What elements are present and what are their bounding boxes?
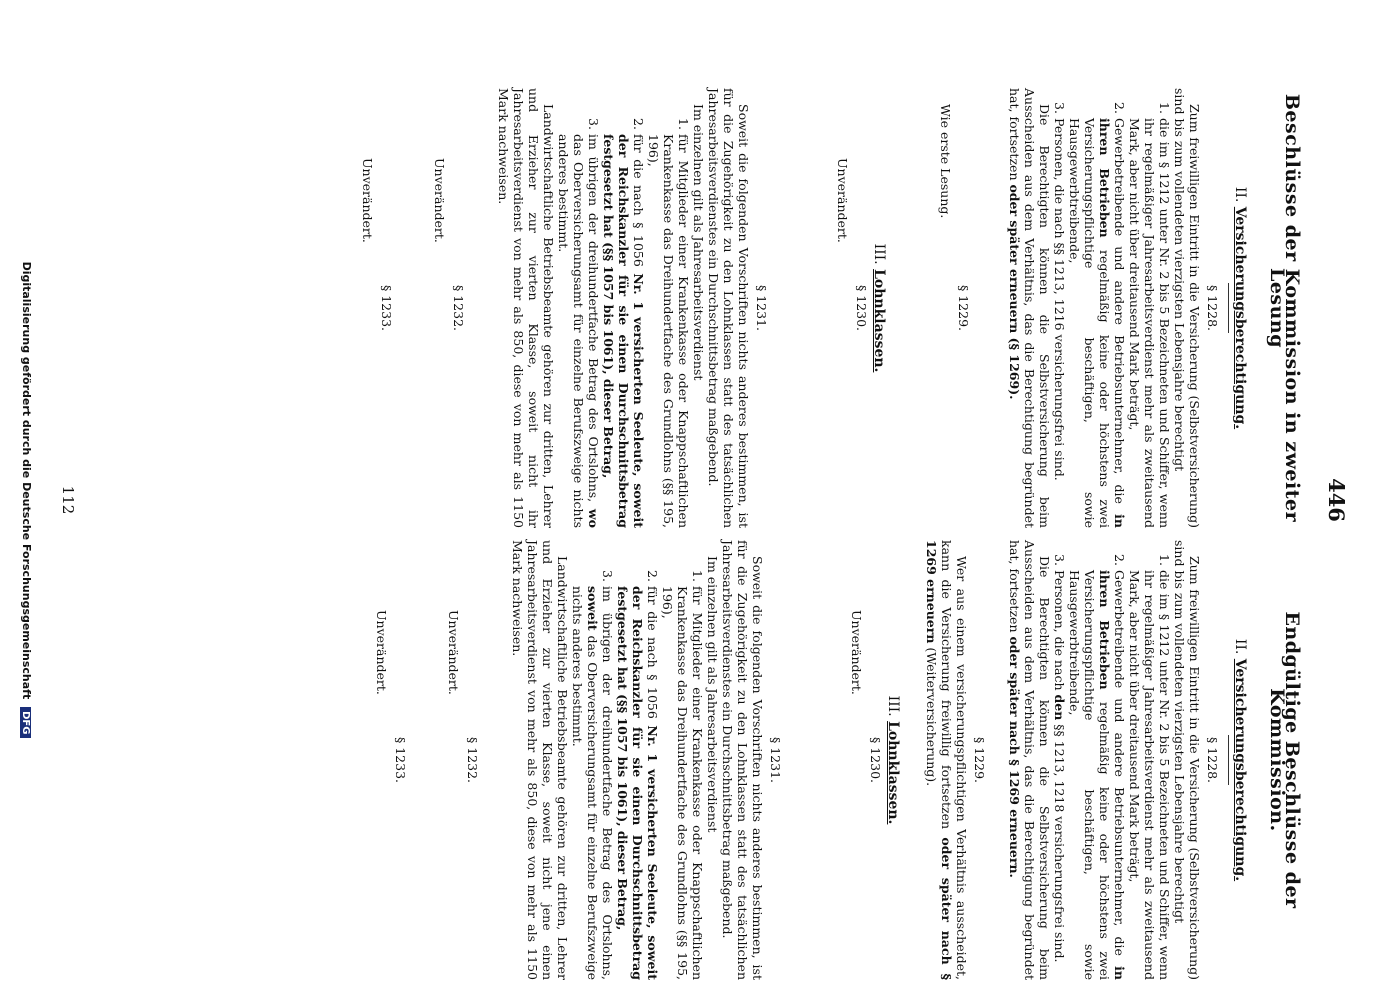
paragraph-number: § 1233.	[393, 736, 408, 783]
paragraph-text: Zum freiwilligen Eintritt in die Versicherung (Selbstversicherung) sind bis zum vollendeten vierzigsten Lebensjahre berechtigt	[1172, 540, 1202, 980]
list-item	[570, 540, 615, 980]
list-text: für die nach § 1056	[645, 586, 660, 726]
list-text-emphasis: in ihren Betrieben	[1097, 570, 1127, 980]
paragraph-number: § 1232.	[451, 284, 466, 331]
paragraph-text: Im einzelnen gilt als Jahresarbeitsverdienst	[691, 104, 706, 381]
section-heading	[1232, 540, 1247, 980]
paragraph-text-part: Wer aus einem versicherungspflichtigen Verhältnis ausscheidet, kann die Versicherung freiwillig fortsetzen	[939, 540, 969, 980]
list-number: 1.	[1157, 102, 1172, 114]
unchanged-note: Unverändert.	[849, 610, 864, 695]
list-number: 3.	[600, 570, 615, 582]
section-heading	[1232, 88, 1247, 528]
list-number: 3.	[586, 118, 601, 130]
unchanged-note: Unverändert.	[432, 158, 447, 243]
page-number: 446	[1324, 478, 1349, 522]
section-number: II.	[1232, 186, 1248, 203]
paragraph-number: § 1229.	[972, 736, 987, 783]
list-text: das Oberversicherungsamt für einzelne Berufszweige nichts anderes bestimmt.	[570, 586, 600, 980]
section-title: Versicherungsberechtigung.	[1232, 206, 1248, 430]
paragraph-number: § 1231.	[768, 736, 783, 783]
unchanged-note: Unverändert.	[360, 158, 375, 243]
list-number: 1.	[690, 570, 705, 582]
paragraph-text	[924, 540, 969, 980]
list-text: für die nach § 1056	[631, 134, 646, 274]
paragraph-text: Im einzelnen gilt als Jahresarbeitsverdienst	[705, 556, 720, 833]
list-text: die im § 1212 unter Nr. 2 bis 5 Bezeichneten und Schiffer, wenn ihr regelmäßiger Jahresarbeitsverdienst mehr als zweitausend Mark, aber nicht über dreitausend Mark beträgt,	[1127, 118, 1172, 528]
column-heading: Endgültige Beschlüsse der Kommission.	[1266, 611, 1303, 909]
section-heading	[885, 540, 900, 980]
paragraph-text: Landwirtschaftliche Betriebsbeamte gehören zur dritten, Lehrer und Erzieher zur vierten Klasse, soweit nicht jene einen Jahresarbeitsverdienst von mehr als 850, diese von mehr als 1150 Mark nachweisen.	[510, 540, 570, 980]
list-text: im übrigen der dreihundertfache Betrag des Ortslohns,	[600, 586, 615, 980]
paragraph-text	[1007, 540, 1052, 980]
list-text: das Oberversicherungsamt für einzelne Berufszweige nichts anderes bestimmt.	[556, 134, 586, 528]
paragraph-text-part: Die Berechtigten können die Selbstversicherung beim Ausscheiden aus dem Verhältnis, das die Berechtigung begründet hat, fortsetzen	[1007, 88, 1052, 528]
dfg-logo: DFG	[20, 707, 31, 738]
paragraph-number: § 1230.	[868, 736, 883, 783]
paragraph-text-part: Die Berechtigten können die Selbstversicherung beim Ausscheiden aus dem Verhältnis, das die Berechtigung begründet hat, fortsetzen	[1007, 540, 1052, 980]
paragraph-number: § 1232.	[465, 736, 480, 783]
paragraph-text: Soweit die folgenden Vorschriften nichts anderes bestimmen, ist für die Zugehörigkeit zu den Lohnklassen statt des tatsächlichen Jahresarbeitsverdienstes ein Durchschnittsbetrag maßgebend.	[706, 88, 751, 528]
divider	[1228, 283, 1229, 333]
list-text-emphasis: soweit	[585, 586, 600, 631]
list-text: regelmäßig keine oder höchstens zwei Versicherungspflichtige beschäftigen, sowie Hausgewerbtreibende,	[1067, 570, 1112, 980]
list-item	[1127, 88, 1172, 528]
paragraph-number: § 1228.	[1205, 284, 1220, 331]
list-text: §§ 1213, 1218 versicherungsfrei sind.	[1052, 720, 1067, 963]
list-text-emphasis: den	[1052, 694, 1067, 721]
list-item	[556, 88, 601, 528]
list-text: Gewerbetreibende und andere Betriebsunternehmer, die	[1112, 570, 1127, 967]
list-number: 1.	[1157, 554, 1172, 566]
list-number: 3.	[1052, 554, 1067, 566]
paragraph-text: Zum freiwilligen Eintritt in die Versicherung (Selbstversicherung) sind bis zum vollendeten vierzigsten Lebensjahre berechtigt	[1172, 88, 1202, 528]
list-item	[1067, 540, 1127, 980]
section-title: Lohnklassen.	[885, 721, 901, 825]
paragraph-text: Wie erste Lesung.	[938, 104, 953, 219]
column-final-resolutions	[374, 540, 1303, 980]
list-text-emphasis: wo	[586, 508, 601, 528]
list-number: 2.	[631, 118, 646, 130]
column-heading: Beschlüsse der Kommission in zweiter Lesung	[1266, 93, 1303, 523]
list-item	[1052, 88, 1067, 528]
column-second-reading	[360, 88, 1303, 528]
list-text: im übrigen der dreihundertfache Betrag des Ortslohns,	[586, 134, 601, 509]
paragraph-number: § 1231.	[754, 284, 769, 331]
list-number: 1.	[676, 118, 691, 130]
paragraph-text: Landwirtschaftliche Betriebsbeamte gehören zur dritten, Lehrer und Erzieher zur vierten Klasse, soweit nicht ihr Jahresarbeitsverdienst von mehr als 850, diese von mehr als 1150 Mark nachweisen.	[496, 88, 556, 528]
footer-page-number: 112	[59, 485, 77, 515]
unchanged-note: Unverändert.	[374, 610, 389, 695]
list-number: 3.	[1052, 102, 1067, 114]
section-number: III.	[885, 695, 901, 717]
list-text: Personen, die nach	[1052, 570, 1067, 695]
list-item	[1052, 540, 1067, 980]
credit-text: Digitalisierung gefördert durch die Deutsche Forschungsgemeinschaft	[20, 261, 33, 700]
section-title: Versicherungsberechtigung.	[1232, 658, 1248, 882]
section-title: Lohnklassen.	[871, 269, 887, 373]
list-item	[615, 540, 660, 980]
list-item	[601, 88, 646, 528]
list-text: für Mitglieder einer Krankenkasse oder Knappschaftlichen Krankenkasse das Dreihundertfache des Grundlohns (§§ 195, 196),	[660, 586, 705, 980]
list-item	[646, 88, 691, 528]
list-text: für Mitglieder einer Krankenkasse oder Knappschaftlichen Krankenkasse das Dreihundertfache des Grundlohns (§§ 195, 196),	[646, 134, 691, 528]
paragraph-number: § 1233.	[379, 284, 394, 331]
paragraph-number: § 1229.	[956, 284, 971, 331]
list-number: 2.	[645, 570, 660, 582]
list-text-emphasis: Nr. 1 versicherten Seeleute, soweit der Reichskanzler für sie einen Durchschnittsbetrag festgesetzt hat (§§ 1057 bis 1061), dieser Betrag,	[601, 134, 646, 528]
list-item	[660, 540, 705, 980]
list-text: regelmäßig keine oder höchstens zwei Versicherungspflichtige beschäftigen, sowie Hausgewerbtreibende,	[1067, 118, 1112, 528]
list-item	[1067, 88, 1127, 528]
list-text: Personen, die nach §§ 1213, 1216 versicherungsfrei sind.	[1052, 118, 1067, 481]
list-number: 2.	[1112, 554, 1127, 566]
paragraph-text	[1007, 88, 1052, 528]
paragraph-text: Soweit die folgenden Vorschriften nichts anderes bestimmen, ist für die Zugehörigkeit zu den Lohnklassen statt des tatsächlichen Jahresarbeitsverdienstes ein Durchschnittsbetrag maßgebend.	[720, 540, 765, 980]
list-text: die im § 1212 unter Nr. 2 bis 5 Bezeichneten und Schiffer, wenn ihr regelmäßiger Jahresarbeitsverdienst mehr als zweitausend Mark, aber nicht über dreitausend Mark beträgt,	[1127, 570, 1172, 980]
section-heading	[871, 88, 886, 528]
unchanged-note: Unverändert.	[446, 610, 461, 695]
paragraph-text-part: (Weiterversicherung).	[924, 643, 939, 787]
list-number: 2.	[1112, 102, 1127, 114]
list-item	[1127, 540, 1172, 980]
paragraph-text-emphasis: oder später nach § 1269 erneuern.	[1007, 636, 1022, 878]
paragraph-number: § 1230.	[854, 284, 869, 331]
list-text-emphasis: in ihren Betrieben	[1097, 118, 1127, 528]
list-text-emphasis: Nr. 1 versicherten Seeleute, soweit der Reichskanzler für sie einen Durchschnittsbetrag festgesetzt hat (§§ 1057 bis 1061), dieser Betrag,	[615, 586, 660, 980]
digitization-credit	[20, 20, 33, 980]
section-number: III.	[871, 243, 887, 265]
paragraph-text-emphasis: oder später nach § 1269 erneuern	[924, 540, 954, 980]
paragraph-text-emphasis: oder später erneuern (§ 1269).	[1007, 184, 1022, 400]
unchanged-note: Unverändert.	[835, 158, 850, 243]
list-text: Gewerbetreibende und andere Betriebsunternehmer, die	[1112, 118, 1127, 515]
divider	[1228, 735, 1229, 785]
section-number: II.	[1232, 638, 1248, 655]
paragraph-number: § 1228.	[1205, 736, 1220, 783]
